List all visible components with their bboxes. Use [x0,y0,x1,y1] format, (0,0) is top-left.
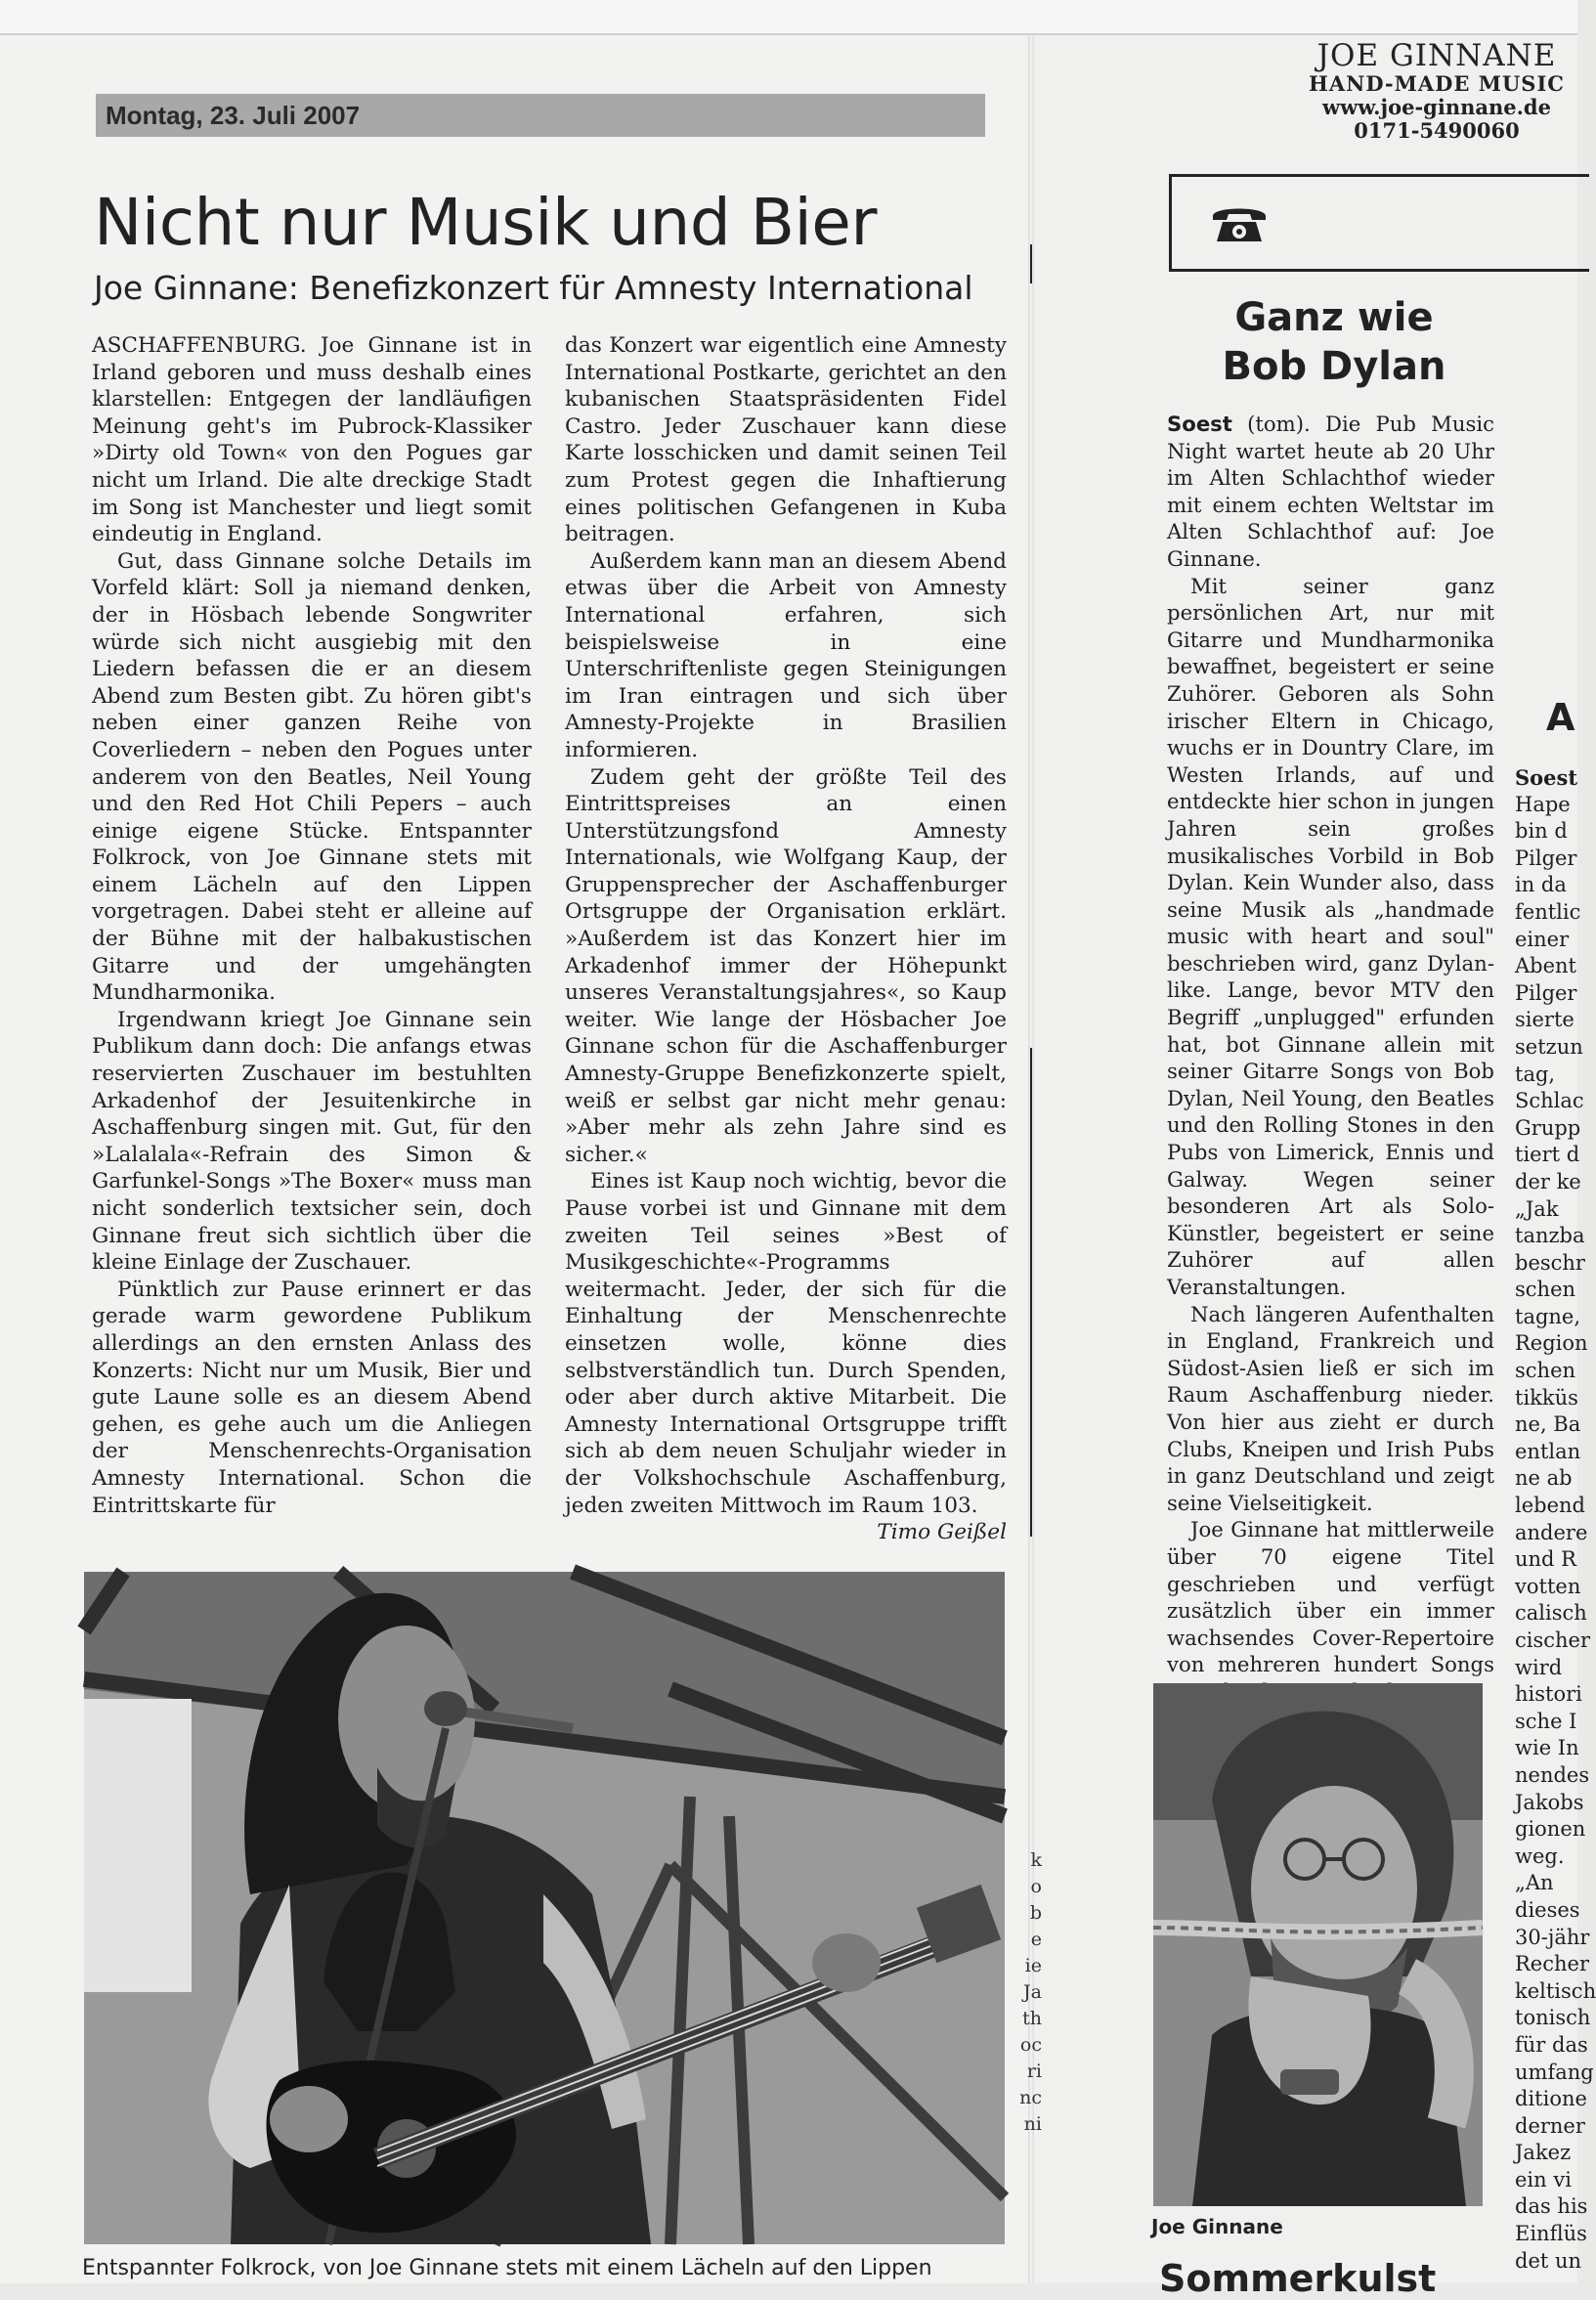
fragment: oc [1019,2034,1042,2056]
cut-line: sche I [1515,1709,1577,1733]
cut-line: wird [1515,1655,1563,1679]
cut-line: tikküs [1515,1385,1578,1410]
cut-line: Schlac [1515,1089,1584,1113]
cut-line: schen [1515,1359,1576,1383]
cut-line: nendes [1515,1762,1590,1787]
cut-line: tagne, [1515,1304,1581,1328]
cut-line: bin d [1515,819,1568,844]
cut-line: der ke [1515,1169,1581,1193]
column-rule [1030,1048,1032,1537]
cut-line: Pilger [1515,980,1577,1005]
guitarist-photo-illustration [84,1572,1005,2244]
cut-line: „Jak [1515,1196,1559,1221]
fragment: ni [1023,2113,1042,2135]
date-bar: Montag, 23. Juli 2007 [96,94,985,137]
advert-name: JOE GINNANE [1316,38,1557,73]
cut-line: für das [1515,2032,1588,2057]
paragraph: Joe Ginnane hat mittlerweile über 70 eigene Titel geschrieben und verfügt zusätzlich über ein immer wachsendes Cover-Repertoire von mehreren hundert Songs [1167,1517,1494,1677]
paragraph: ASCHAFFENBURG. Joe Ginnane ist in Irland geboren und muss deshalb eines klarstellen: Entgegen der landläufigen Meinung geht's im Pubrock-Klassiker »Dirty old Town« von den Pogues gar nicht um Irland. Die alte dreckige Stadt im Song ist Manchester und liegt somit eindeutig in England. [92,333,532,547]
cut-line: keltisch [1515,1978,1596,2003]
portrait-photo [1153,1683,1483,2206]
main-headline: Nicht nur Musik und Bier [94,185,878,260]
photo-caption: Entspannter Folkrock, von Joe Ginnane stets mit einem Lächeln auf den Lippen [82,2256,932,2280]
paragraph: Zudem geht der größte Teil des Eintrittspreises an einen Unterstützungsfond Amnesty Internationals, wie Wolfgang Kaup, der Gruppensprecher der Aschaffenburger Ortsgruppe der Organisation erklärt. »Außerdem ist das Konzert hier im Arkadenhof immer der Höhepunkt unseres Veranstaltungsjahres«, so Kaup weiter. Wie lange der Hösbacher Joe Ginnane schon für die Aschaffenburger Amnesty-Gruppe Benefizkonzerte spielt, weiß er selbst gar nicht mehr genau: »Aber mehr als zehn Jahre sind es sicher.« [565,764,1007,1167]
dateline: Soest [1167,412,1232,436]
cut-line: beschr [1515,1250,1585,1275]
cut-line: Einflüs [1515,2222,1587,2246]
cut-line: tag, [1515,1062,1556,1086]
harmonica-player-illustration [1153,1683,1483,2206]
author-byline: Timo Geißel [877,1520,1007,1545]
cut-line: cischer [1515,1628,1591,1652]
side-article-headline [1158,293,1510,391]
cut-line: Hape [1515,792,1571,816]
paragraph: Pünktlich zur Pause erinnert er das gerade warm gewordene Publikum allerdings an den ernsten Anlass des Konzerts: Nicht nur um Musik, Bier und gute Laune solle es an diesem Abend gehen, es gehe auch um die Anliegen der Menschenrechts-Organisation Amnesty International. Schon die Eintrittskarte für [92,1277,532,1518]
cut-line: tonisch [1515,2006,1591,2030]
fragment: ri [1026,2061,1042,2082]
cut-line: setzun [1515,1034,1583,1059]
headline-line: Bob Dylan [1222,344,1446,389]
cut-line: Jakez [1515,2141,1572,2165]
cut-line: Jakobs [1515,1790,1584,1814]
side-article-column [1167,411,1494,1706]
cut-line: derner [1515,2113,1585,2138]
cut-article-headline: A [1546,696,1575,739]
paragraph: Gut, dass Ginnane solche Details im Vorfeld klärt: Soll ja niemand denken, der in Hösbach lebende Songwriter würde sich nicht ausgiebig mit den Liedern befassen die er an diesem Abend zum Besten gibt. Zu hören gibt's neben einer ganzen Reihe von Coverliedern – neben den Pogues unter anderem von den Beatles, Neil Young und den Red Hot Chili Pepers – auch einige eigene Stücke. Entspannter Folkrock, von Joe Ginnane stets mit einem Lächeln auf den Lippen vorgetragen. Dabei steht er alleine auf der Bühne mit der halbakustischen Gitarre und der umgehängten Mundharmonika. [92,548,532,1006]
cut-line: Soest [1515,765,1578,790]
fragment: th [1022,2008,1042,2029]
fragment: Ja [1023,1981,1042,2003]
fragment: e [1030,1929,1042,1950]
paragraph: Außerdem kann man an diesem Abend etwas über die Arbeit von Amnesty International erfahren, sich beispielsweise in eine Unterschriftenliste gegen Steinigungen im Iran eintragen und sich über Amnesty-Projekte in Brasilien informieren. [565,548,1007,762]
cut-line: tiert d [1515,1143,1580,1167]
cut-line: Region [1515,1331,1588,1356]
cut-line: Recher [1515,1952,1589,1976]
advert-phone: 0171-5490060 [1354,118,1520,143]
telephone-icon [1209,200,1270,249]
cut-line: Abent [1515,954,1576,978]
paragraph-text: (tom). Die Pub Music Night wartet heute ab 20 Uhr im Alten Schlachthof wieder mit einem echten Weltstar im Alten Schlachthof auf: Joe Ginnane. [1167,412,1494,571]
advert-joe-ginnane [1290,39,1583,143]
cut-line: dieses [1515,1897,1580,1922]
cut-line: wie In [1515,1736,1579,1760]
cut-line: und R [1515,1547,1576,1572]
gutter-text-fragments [983,1847,1042,2138]
cut-line: einer [1515,927,1570,951]
next-article-headline-fragment: Sommerkulst [1159,2257,1437,2300]
cut-line: umfang [1515,2060,1594,2084]
cut-line: calisch [1515,1601,1587,1626]
headline-line: Ganz wie [1234,295,1434,340]
cut-line: „An [1515,1871,1554,1895]
main-article-column-1 [92,332,532,1519]
scan-top-band [0,0,1577,35]
cut-line: fentlic [1515,899,1581,924]
cut-line: entlan [1515,1439,1581,1463]
fragment: nc [1019,2087,1042,2108]
cut-line: Grupp [1515,1115,1581,1140]
paragraph [1167,411,1494,573]
cut-line: weg. [1515,1844,1565,1868]
main-article-column-2 [565,332,1007,1546]
cut-line: histori [1515,1682,1582,1707]
cut-line: ein vi [1515,2167,1572,2192]
portrait-caption: Joe Ginnane [1151,2215,1283,2238]
cut-line: ne ab [1515,1466,1573,1491]
fragment: ie [1024,1955,1042,1976]
fragment: o [1030,1876,1042,1897]
cut-line: in da [1515,873,1567,897]
cut-line: sierte [1515,1008,1574,1032]
paragraph: das Konzert war eigentlich eine Amnesty International Postkarte, gerichtet an den kubanischen Staatspräsidenten Fidel Castro. Jeder Zuschauer kann diese Karte losschicken und damit seinen Teil zum Protest gegen die Inhaftierung eines politischen Gefangenen in Kuba beitragen. [565,333,1007,547]
advert-tagline: HAND-MADE MUSIC [1309,71,1565,96]
cut-line: gionen [1515,1817,1586,1842]
cut-line: das his [1515,2194,1588,2219]
cut-line: lebend [1515,1494,1585,1518]
cut-line: det un [1515,2248,1582,2273]
main-subheadline: Joe Ginnane: Benefizkonzert für Amnesty International [94,269,973,307]
cut-line: votten [1515,1574,1581,1598]
cut-line: ditione [1515,2087,1587,2111]
cut-line: andere [1515,1520,1588,1544]
fragment: b [1029,1902,1042,1924]
cut-line: 30-jähr [1515,1925,1590,1949]
concert-photo [84,1572,1005,2244]
column-rule [1030,244,1032,283]
advert-url: www.joe-ginnane.de [1322,95,1551,119]
fragment: k [1030,1849,1042,1871]
cut-line: schen [1515,1278,1576,1302]
cut-article-column [1515,764,1596,2275]
paragraph: Irgendwann kriegt Joe Ginnane sein Publikum dann doch: Die anfangs etwas reservierten Zuschauer im bestuhlten Arkadenhof der Jesuitenkirche in Aschaffenburg singen mit. Gut, für den »Lalalala«-Refrain des Simon & Garfunkel-Songs »The Boxer« muss man nicht sonderlich textsicher sein, doch Ginnane freut sich sichtlich über die kleine Einlage der Zuschauer. [92,1007,532,1276]
paragraph: Mit seiner ganz persönlichen Art, nur mit Gitarre und Mundharmonika bewaffnet, begeistert er seine Zuhörer. Geboren als Sohn irischer Eltern in Chicago, wuchs er in Dountry Clare, im Westen Irlands, auf und entdeckte hier schon in jungen Jahren sein großes musikalisches Vorbild in Bob Dylan. Kein Wunder also, dass seine Musik als „handmade music with heart and soul" beschrieben wird, ganz Dylan-like. Lange, bevor MTV den Begriff „unplugged" erfunden hat, bot Ginnane allein mit seiner Gitarre Songs von Bob Dylan, Neil Young, den Beatles und den Rolling Stones in den Pubs von Limerick, Ennis und Galway. Wegen seiner besonderen Art als Solo-Künstler, begeistert er seine Zuhörer auf allen Veranstaltungen. [1167,573,1494,1299]
cut-line: Pilger [1515,846,1577,870]
cut-line: tanzba [1515,1224,1585,1248]
cut-line: ne, Ba [1515,1412,1581,1437]
paragraph: Nach längeren Aufenthalten in England, Frankreich und Südost-Asien ließ er sich im Raum Aschaffenburg nieder. Von hier aus zieht er durch Clubs, Kneipen und Irish Pubs in ganz Deutschland und zeigt seine Vielseitigkeit. [1167,1301,1494,1515]
paragraph: Eines ist Kaup noch wichtig, bevor die Pause vorbei ist und Ginnane mit dem zweiten Teil seines »Best of Musikgeschichte«-Programms weitermacht. Jeder, der sich für die Einhaltung der Menschenrechte einsetzen wolle, könne dies selbstverständlich tun. Durch Spenden, oder aber durch aktive Mitarbeit. Die Amnesty International Ortsgruppe trifft sich ab dem neuen Schuljahr wieder in der Volkshochschule Aschaffenburg, jeden zweiten Mittwoch im Raum 103. [565,1169,1007,1518]
telephone-box [1169,174,1589,272]
